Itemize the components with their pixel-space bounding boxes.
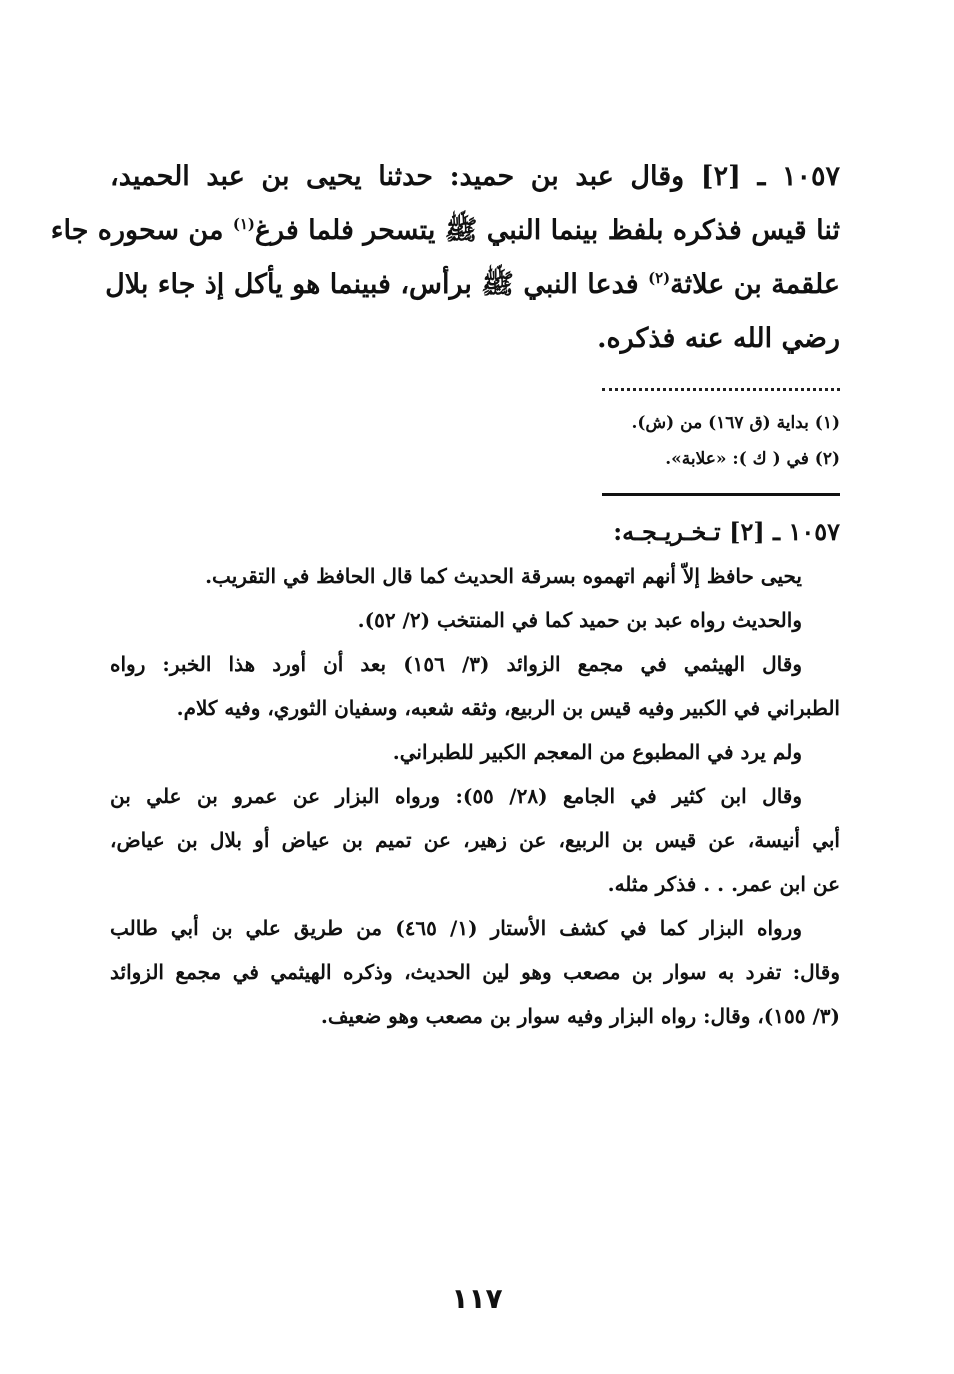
takhrij-section	[110, 510, 840, 1038]
footnote-1: (١) بداية (ق ١٦٧) من (ش).	[631, 413, 840, 433]
takhrij-line: وقال: تفرد به سوار بن مصعب وهو لين الحديث، وذكره الهيثمي في مجمع الزوائد	[110, 960, 840, 984]
takhrij-line: أبي أنيسة، عن قيس بن الربيع، عن زهير، عن تميم بن عياض أو بلال بن عياض،	[110, 828, 840, 852]
footnote-ref-2[interactable]: (٢)	[648, 269, 671, 287]
main-text-line-3-a: علقمة بن علاثة	[670, 269, 840, 300]
footnotes	[110, 405, 840, 477]
section-divider	[602, 493, 840, 496]
page-number: ١١٧	[451, 1282, 503, 1315]
footnote-2: (٢) في ( ك ): «علابة».	[665, 449, 840, 469]
main-text-line-4: رضي الله عنه فذكره.	[597, 323, 840, 354]
main-text-line-2	[50, 204, 840, 258]
main-text-line-1: ١٠٥٧ ـ [٢] وقال عبد بن حميد: حدثنا يحيى بن عبد الحميد،	[110, 161, 840, 192]
takhrij-line: ولم يرد في المطبوع من المعجم الكبير للطبراني.	[392, 740, 802, 764]
takhrij-line: عن ابن عمر. . . فذكر مثله.	[607, 872, 840, 896]
takhrij-line: ورواه البزار كما في كشف الأستار (١/ ٤٦٥) من طريق علي بن أبي طالب	[110, 916, 802, 940]
takhrij-line: الطبراني في الكبير وفيه قيس بن الربيع، وثقه شعبه، وسفيان الثوري، وفيه كلام.	[176, 696, 840, 720]
takhrij-line: وقال الهيثمي في مجمع الزوائد (٣/ ١٥٦) بعد أن أورد هذا الخبر: رواه	[110, 652, 802, 676]
page-body	[50, 150, 840, 1038]
footnote-separator-dots	[602, 388, 840, 391]
takhrij-line: وقال ابن كثير في الجامع (٢٨/ ٥٥): ورواه البزار عن عمرو بن علي بن	[110, 784, 803, 808]
takhrij-line: يحيى حافظ إلاّ أنهم اتهموه بسرقة الحديث كما قال الحافظ في التقريب.	[205, 564, 802, 588]
takhrij-line: والحديث رواه عبد بن حميد كما في المنتخب (٢/ ٥٢).	[357, 608, 802, 632]
takhrij-line: (٣/ ١٥٥)، وقال: رواه البزار وفيه سوار بن مصعب وهو ضعيف.	[320, 1004, 840, 1028]
takhrij-heading: ١٠٥٧ ـ [٢] تـخـريـجـه:	[613, 517, 840, 546]
main-text-line-3-b: فدعا النبي ﷺ برأس، فبينما هو يأكل إذ جاء بلال	[105, 269, 649, 300]
main-text-line-2-a: ثنا قيس فذكره بلفظ بينما النبي ﷺ يتسحر فلما فرغ	[254, 215, 840, 246]
footnote-ref-1[interactable]: (١)	[232, 215, 255, 233]
main-text-line-2-b: من سحوره جاء	[50, 215, 233, 246]
main-text-line-3	[105, 258, 840, 312]
